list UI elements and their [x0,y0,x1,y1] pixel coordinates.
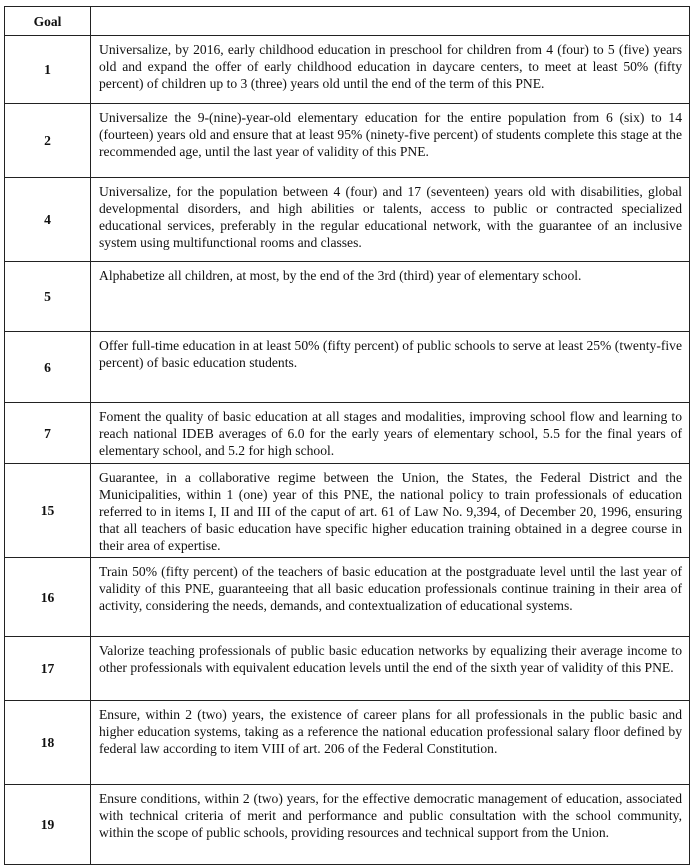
table-row [5,558,690,637]
table-row [5,262,690,332]
goal-description: Universalize the 9-(nine)-year-old elementary education for the entire population from 6 (six) to 14 (fourteen) years old and ensure that at least 95% (ninety-five percent) of students complete this stage at the recommended age, until the last year of validity of this PNE. [91,104,690,178]
goal-description: Valorize teaching professionals of public basic education networks by equalizing their average income to other professionals with equivalent education levels until the end of the sixth year of validity of this PNE. [91,637,690,701]
table-row [5,403,690,464]
table-row [5,178,690,262]
goal-number: 4 [5,178,91,262]
table-row [5,332,690,403]
goal-number: 18 [5,701,91,785]
table-row [5,637,690,701]
goal-number: 1 [5,36,91,104]
goal-number: 17 [5,637,91,701]
goal-description: Train 50% (fifty percent) of the teachers of basic education at the postgraduate level until the last year of validity of this PNE, guaranteeing that all basic education professionals continue training in their area of activity, considering the needs, demands, and contextualization of educational systems. [91,558,690,637]
table-row [5,785,690,865]
goal-number: 7 [5,403,91,464]
goal-description: Universalize, by 2016, early childhood education in preschool for children from 4 (four) to 5 (five) years old and expand the offer of early childhood education in daycare centers, to meet at least 50% (fifty percent) of children up to 3 (three) years old until the end of the term of this PNE. [91,36,690,104]
goal-description: Alphabetize all children, at most, by the end of the 3rd (third) year of elementary school. [91,262,690,332]
table-row [5,104,690,178]
header-row [5,7,690,36]
goal-column-header: Goal [5,7,91,36]
goal-description: Foment the quality of basic education at all stages and modalities, improving school flow and learning to reach national IDEB averages of 6.0 for the early years of elementary school, 5.5 for the final years of elementary school, and 5.2 for high school. [91,403,690,464]
goal-number: 19 [5,785,91,865]
goal-number: 16 [5,558,91,637]
table-row [5,464,690,558]
goal-description: Ensure conditions, within 2 (two) years, for the effective democratic management of education, associated with technical criteria of merit and performance and public consultation with the school community, within the scope of public schools, providing resources and technical support from the Union. [91,785,690,865]
goal-description: Offer full-time education in at least 50% (fifty percent) of public schools to serve at least 25% (twenty-five percent) of basic education students. [91,332,690,403]
table-row [5,701,690,785]
goal-description: Guarantee, in a collaborative regime between the Union, the States, the Federal District and the Municipalities, within 1 (one) year of this PNE, the national policy to train professionals of education referred to in items I, II and III of the caput of art. 61 of Law No. 9,394, of December 20, 1996, ensuring that all teachers of basic education have specific higher education training obtained in a degree course in their area of expertise. [91,464,690,558]
goal-number: 6 [5,332,91,403]
goal-number: 5 [5,262,91,332]
goal-number: 2 [5,104,91,178]
goal-description: Universalize, for the population between 4 (four) and 17 (seventeen) years old with disabilities, global developmental disorders, and high abilities or talents, access to public or contracted specialized educational services, preferably in the regular educational network, with the guarantee of an inclusive system using multifunctional rooms and classes. [91,178,690,262]
goals-table [4,6,690,865]
description-column-header [91,7,690,36]
goal-description: Ensure, within 2 (two) years, the existence of career plans for all professionals in the public basic and higher education systems, taking as a reference the national education professional salary floor defined by federal law according to item VIII of art. 206 of the Federal Constitution. [91,701,690,785]
table-row [5,36,690,104]
goal-number: 15 [5,464,91,558]
